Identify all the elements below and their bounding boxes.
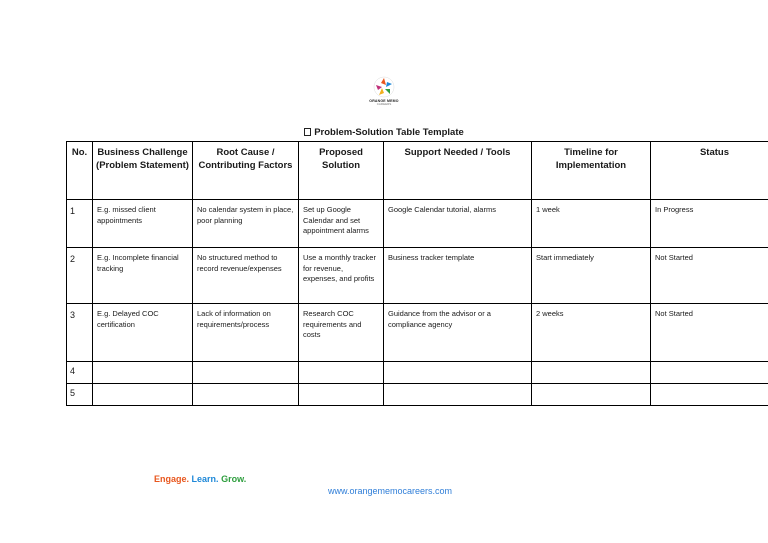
page-title-text: Problem-Solution Table Template — [314, 127, 464, 138]
cell-cause: Lack of information on requirements/process — [193, 304, 299, 362]
tagline-learn: Learn. — [191, 474, 219, 484]
cell-cause — [193, 362, 299, 384]
logo-subtitle: CAREERS — [376, 102, 392, 106]
cell-solution: Set up Google Calendar and set appointment alarms — [299, 200, 384, 248]
table-row — [67, 248, 768, 304]
cell-solution — [299, 362, 384, 384]
cell-no: 5 — [67, 384, 93, 406]
table-row — [67, 362, 768, 384]
header-support-needed: Support Needed / Tools — [384, 142, 532, 200]
footer-website-link[interactable]: www.orangememocareers.com — [328, 486, 453, 496]
cell-timeline — [532, 384, 651, 406]
cell-status: In Progress — [651, 200, 768, 248]
tagline-engage: Engage. — [154, 474, 190, 484]
header-timeline: Timeline for Implementation — [532, 142, 651, 200]
table-header-row — [67, 142, 768, 200]
cell-no: 2 — [67, 248, 93, 304]
cell-support: Google Calendar tutorial, alarms — [384, 200, 532, 248]
cell-support — [384, 384, 532, 406]
cell-solution: Research COC requirements and costs — [299, 304, 384, 362]
cell-challenge: E.g. Incomplete financial tracking — [93, 248, 193, 304]
cell-support — [384, 362, 532, 384]
header-root-cause: Root Cause / Contributing Factors — [193, 142, 299, 200]
problem-solution-table — [66, 141, 768, 406]
header-proposed-solution: Proposed Solution — [299, 142, 384, 200]
cell-support: Guidance from the advisor or a compliance agency — [384, 304, 532, 362]
brand-logo — [364, 76, 404, 116]
cell-cause — [193, 384, 299, 406]
cell-no: 3 — [67, 304, 93, 362]
cell-status: Not Started — [651, 304, 768, 362]
cell-timeline — [532, 362, 651, 384]
colorful-star-logo-icon — [373, 76, 395, 98]
cell-cause: No structured method to record revenue/expenses — [193, 248, 299, 304]
cell-no: 4 — [67, 362, 93, 384]
cell-no: 1 — [67, 200, 93, 248]
cell-timeline: 1 week — [532, 200, 651, 248]
cell-support: Business tracker template — [384, 248, 532, 304]
table-row — [67, 304, 768, 362]
tagline-grow: Grow. — [221, 474, 247, 484]
cell-solution — [299, 384, 384, 406]
footer-tagline — [154, 474, 246, 484]
checkbox-glyph-icon — [304, 128, 311, 136]
table-row — [67, 200, 768, 248]
header-status: Status — [651, 142, 768, 200]
table-row — [67, 384, 768, 406]
cell-challenge — [93, 362, 193, 384]
header-business-challenge: Business Challenge (Problem Statement) — [93, 142, 193, 200]
cell-challenge: E.g. Delayed COC certification — [93, 304, 193, 362]
cell-status — [651, 384, 768, 406]
cell-timeline: 2 weeks — [532, 304, 651, 362]
header-no: No. — [67, 142, 93, 200]
cell-cause: No calendar system in place, poor planning — [193, 200, 299, 248]
cell-timeline: Start immediately — [532, 248, 651, 304]
cell-solution: Use a monthly tracker for revenue, expenses, and profits — [299, 248, 384, 304]
logo-name: ORANGE MEMO — [369, 99, 399, 103]
cell-challenge — [93, 384, 193, 406]
page-title — [0, 127, 768, 138]
cell-status: Not Started — [651, 248, 768, 304]
cell-status — [651, 362, 768, 384]
cell-challenge: E.g. missed client appointments — [93, 200, 193, 248]
